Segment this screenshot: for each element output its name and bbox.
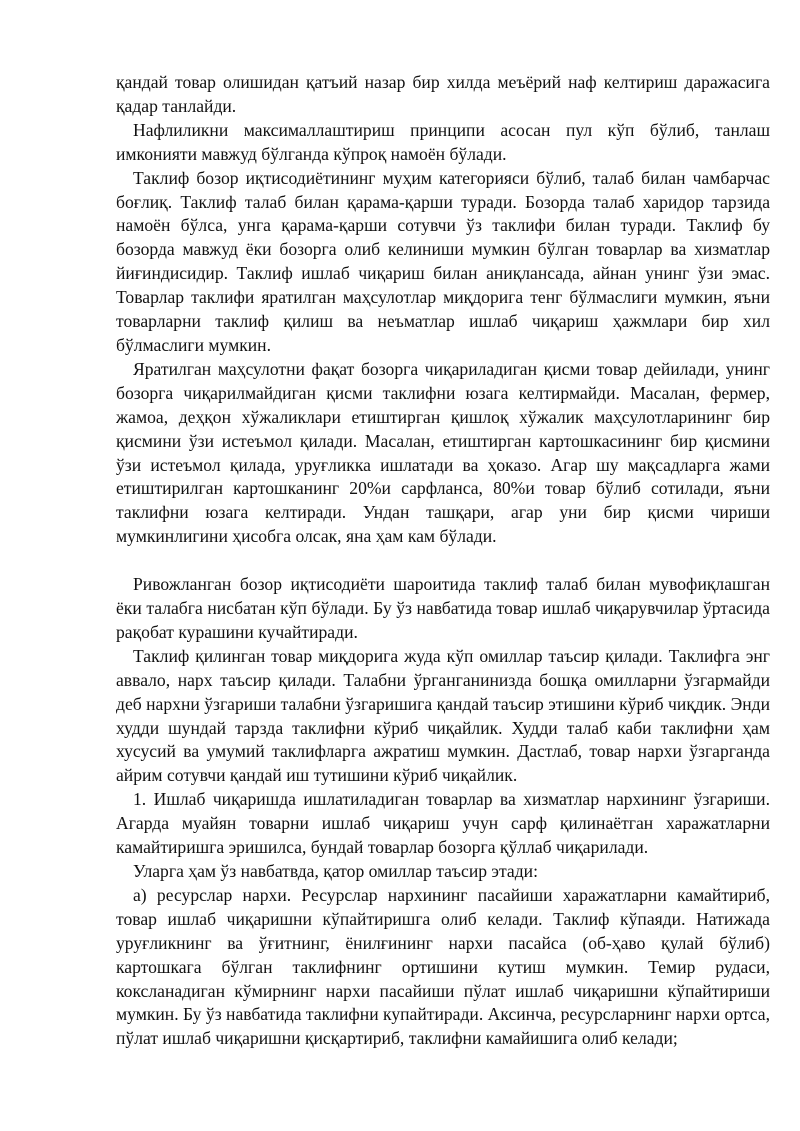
document-page — [116, 71, 770, 1051]
paragraph-product-commodity: Яратилган маҳсулотни фақат бозорга чиқариладиган қисми товар дейилади, унинг бозорга чиқарилмайдиган қисми таклифни юзага келтирмайди. Масалан, фермер, жамоа, деҳқон хўжаликлари етиштирган қишлоқ хўжалик маҳсулотларининг бир қисмини ўзи истеъмол қилади. Масалан, етиштирган картошкасининг бир қисмини ўзи истеъмол қилада, уруғликка ишлатади ва ҳоказо. Агар шу мақсадларга жами етиштирилган картошканинг 20%и сарфланса, 80%и товар бўлиб сотилади, яъни таклифни юзага келтиради. Ундан ташқари, агар уни бир қисми чириши мумкинлигини ҳисобга олсак, яна ҳам кам бўлади. — [116, 358, 770, 547]
paragraph-supply-definition: Таклиф бозор иқтисодиётининг муҳим категорияси бўлиб, талаб билан чамбарчас боғлиқ. Таклиф талаб билан қарама-қарши туради. Бозорда талаб харидор тарзида намоён бўлса, унга қарама-қарши сотувчи ўз таклифи билан туради. Таклиф бу бозорда мавжуд ёки бозорга олиб келиниши мумкин бўлган товарлар ва хизматлар йиғиндисидир. Таклиф ишлаб чиқариш билан аниқлансада, айнан унинг ўзи эмас. Товарлар таклифи яратилган маҳсулотлар миқдорига тенг бўлмаслиги мумкин, яъни товарларни таклиф қилиш ва неъматлар ишлаб чиқариш ҳажмлари бир хил бўлмаслиги мумкин. — [116, 167, 770, 355]
paragraph-resource-prices: а) ресурслар нархи. Ресурслар нархининг пасайиши харажатларни камайтириб, товар ишлаб чиқаришни кўпайтиришга олиб келади. Таклиф кўпаяди. Натижада уруғликнинг ва ўғитнинг, ёнилғининг нархи пасайса (об-ҳаво қулай бўлиб) картошкага бўлган таклифнинг ортишини кутиш мумкин. Темир рудаси, коксланадиган кўмирнинг нархи пасайиши пўлат ишлаб чиқаришни кўпайтириши мумкин. Бу ўз навбатида таклифни купайтиради. Аксинча, ресурсларнинг нархи ортса, пўлат ишлаб чиқаришни қисқартириб, таклифни камайишига олиб келади; — [116, 884, 770, 1049]
paragraph-continuation: қандай товар олишидан қатъий назар бир хилда меъёрий наф келтириш даражасига қадар танлайди. — [116, 72, 770, 116]
paragraph-supply-factors: Таклиф қилинган товар миқдорига жуда кўп омиллар таъсир қилади. Таклифга энг аввало, нарх таъсир қилади. Талабни ўрганганинизда бошқа омилларни ўзгармайди деб нархни ўзгариши талабни ўзгаришига қандай таъсир этишини кўриб чиқдик. Энди худди шундай тарзда таклифни кўриб чиқайлик. Худди талаб каби таклифни ҳам хусусий ва умумий таклифларга ажратиш мумкин. Дастлаб, товар нархи ўзгарганда айрим сотувчи қандай иш тутишини кўриб чиқайлик. — [116, 645, 770, 786]
paragraph-utility-maximization: Нафлиликни максималлаштириш принципи асосан пул кўп бўлиб, танлаш имконияти мавжуд бўлганда кўпроқ намоён бўлади. — [116, 119, 770, 164]
paragraph-factors-intro: Уларга ҳам ўз навбатвда, қатор омиллар таъсир этади: — [133, 861, 538, 881]
paragraph-factor-1: 1. Ишлаб чиқаришда ишлатиладиган товарлар ва хизматлар нархининг ўзгариши. Агарда муайян товарни ишлаб чиқариш учун сарф қилинаётган харажатларни камайтиришга эришилса, бундай товарлар бозорга қўллаб чиқарилади. — [116, 789, 770, 858]
paragraph-gap — [116, 549, 770, 573]
paragraph-developed-market: Ривожланган бозор иқтисодиёти шароитида таклиф талаб билан мувофиқлашган ёки талабга нисбатан кўп бўлади. Бу ўз навбатида товар ишлаб чиқарувчилар ўртасида рақобат курашини кучайтиради. — [116, 574, 770, 642]
